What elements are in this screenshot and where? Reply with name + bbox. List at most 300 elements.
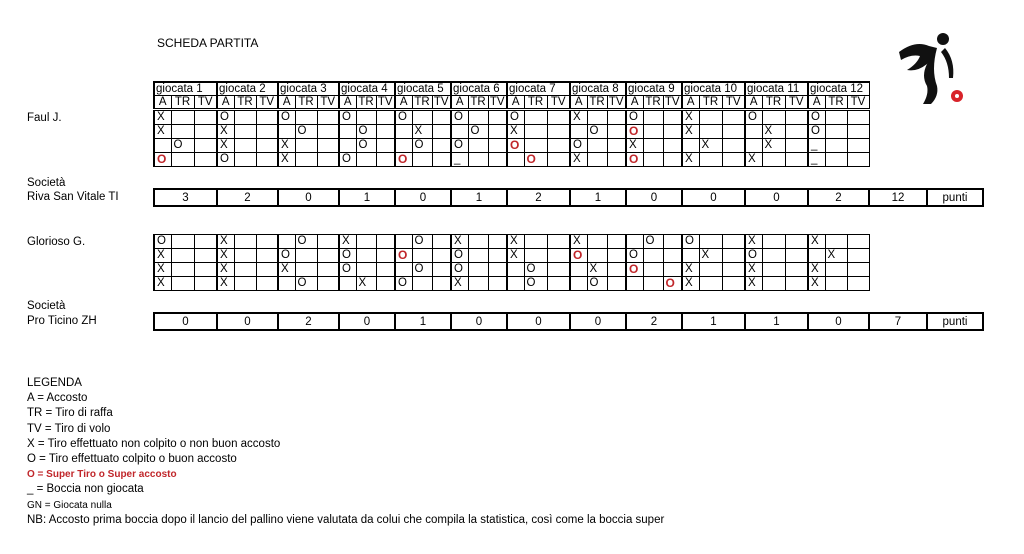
giocata-score: 1 xyxy=(395,313,451,330)
table-cell xyxy=(663,249,682,263)
giocata-header: giocata 1 xyxy=(154,82,217,96)
table-cell xyxy=(234,263,256,277)
table-cell xyxy=(785,249,808,263)
table-cell xyxy=(412,249,432,263)
table-row xyxy=(154,125,869,139)
table-cell xyxy=(587,139,607,153)
table-cell xyxy=(699,153,722,167)
table-cell: O xyxy=(524,277,547,291)
table-cell xyxy=(745,139,762,153)
table-cell xyxy=(451,125,468,139)
table-cell: X xyxy=(825,249,847,263)
table-cell xyxy=(171,153,194,167)
table-cell xyxy=(699,263,722,277)
table-cell xyxy=(234,249,256,263)
giocata-score: 1 xyxy=(682,313,745,330)
table-cell xyxy=(682,249,699,263)
table-cell: O xyxy=(295,125,317,139)
table-cell xyxy=(376,111,395,125)
table-cell xyxy=(317,263,339,277)
sub-header-a: A xyxy=(339,96,356,109)
table-cell xyxy=(256,249,278,263)
table-cell xyxy=(317,153,339,167)
table-cell xyxy=(256,263,278,277)
table-cell xyxy=(547,111,570,125)
table-cell xyxy=(507,263,524,277)
giocata-header: giocata 12 xyxy=(808,82,869,96)
table-cell: O xyxy=(682,235,699,249)
giocata-score: 0 xyxy=(808,313,869,330)
table-cell xyxy=(847,153,869,167)
giocata-score: 0 xyxy=(507,313,570,330)
table-cell: X xyxy=(682,277,699,291)
table-cell xyxy=(643,249,663,263)
table-cell: X xyxy=(154,249,171,263)
table-cell xyxy=(488,111,507,125)
table-cell xyxy=(234,125,256,139)
table-cell: O xyxy=(339,263,356,277)
total-score: 7 xyxy=(869,313,927,330)
table-cell xyxy=(356,263,376,277)
giocata-score: 0 xyxy=(570,313,626,330)
giocata-header: giocata 7 xyxy=(507,82,570,96)
legend-line: TV = Tiro di volo xyxy=(27,422,111,435)
table-cell xyxy=(524,125,547,139)
table-cell: X xyxy=(745,235,762,249)
table-cell xyxy=(234,139,256,153)
table-cell: O xyxy=(451,139,468,153)
table-cell xyxy=(194,235,217,249)
table-cell xyxy=(468,249,488,263)
sub-header-tv: TV xyxy=(663,96,682,109)
sub-header-tr: TR xyxy=(295,96,317,109)
table-cell xyxy=(432,125,451,139)
table-cell xyxy=(722,249,745,263)
table-cell: _ xyxy=(808,139,825,153)
table-cell xyxy=(847,235,869,249)
sub-header-tr: TR xyxy=(699,96,722,109)
table-cell xyxy=(356,153,376,167)
table-row xyxy=(154,249,869,263)
table-cell xyxy=(643,277,663,291)
table-cell: O xyxy=(745,249,762,263)
giocata-header: giocata 10 xyxy=(682,82,745,96)
table-cell xyxy=(785,263,808,277)
table-cell xyxy=(432,235,451,249)
sub-header-a: A xyxy=(395,96,412,109)
table-cell: X xyxy=(217,249,234,263)
table-cell xyxy=(488,277,507,291)
table-cell xyxy=(171,263,194,277)
legend xyxy=(27,376,664,528)
table-cell xyxy=(488,249,507,263)
table-cell: X xyxy=(745,153,762,167)
societa-label: Società xyxy=(27,177,66,189)
table-cell xyxy=(317,139,339,153)
giocata-score: 0 xyxy=(339,313,395,330)
table-cell: X xyxy=(507,125,524,139)
table-cell: O xyxy=(171,139,194,153)
table-cell xyxy=(847,125,869,139)
bocce-player-logo xyxy=(893,30,973,110)
giocata-score: 3 xyxy=(154,189,217,206)
table-cell xyxy=(722,125,745,139)
table-cell xyxy=(663,235,682,249)
table-row xyxy=(154,153,869,167)
table-cell: O xyxy=(570,139,587,153)
giocata-score: 2 xyxy=(808,189,869,206)
table-cell xyxy=(699,111,722,125)
table-cell xyxy=(468,111,488,125)
sub-header-tr: TR xyxy=(825,96,847,109)
table-cell xyxy=(194,263,217,277)
sub-header-tv: TV xyxy=(317,96,339,109)
table-cell xyxy=(762,263,785,277)
table-cell xyxy=(547,153,570,167)
table-cell xyxy=(825,263,847,277)
points-label: punti xyxy=(927,189,983,206)
giocata-header: giocata 11 xyxy=(745,82,808,96)
table-cell: X xyxy=(339,235,356,249)
giocata-score: 1 xyxy=(745,313,808,330)
table-cell xyxy=(194,249,217,263)
table-cell: X xyxy=(699,249,722,263)
table-row xyxy=(154,139,869,153)
legend-line: X = Tiro effettuato non colpito o non buon accosto xyxy=(27,437,281,450)
table-cell xyxy=(745,125,762,139)
giocata-score: 0 xyxy=(395,189,451,206)
table-cell xyxy=(468,235,488,249)
table-cell xyxy=(722,277,745,291)
sub-header-tr: TR xyxy=(356,96,376,109)
points-row-player-1 xyxy=(153,188,984,207)
table-cell: X xyxy=(217,235,234,249)
table-cell: O xyxy=(278,111,295,125)
table-cell xyxy=(432,111,451,125)
giocata-score: 1 xyxy=(570,189,626,206)
table-cell: X xyxy=(626,139,643,153)
table-cell xyxy=(376,263,395,277)
table-cell: O xyxy=(745,111,762,125)
table-cell xyxy=(432,277,451,291)
table-cell: X xyxy=(507,249,524,263)
table-cell: _ xyxy=(808,153,825,167)
table-cell: O xyxy=(412,235,432,249)
table-cell xyxy=(171,125,194,139)
table-cell xyxy=(256,111,278,125)
table-cell: X xyxy=(451,277,468,291)
giocata-score: 0 xyxy=(154,313,217,330)
table-cell: X xyxy=(808,263,825,277)
table-cell xyxy=(488,235,507,249)
table-cell xyxy=(234,111,256,125)
giocata-score: 2 xyxy=(507,189,570,206)
sub-header-tr: TR xyxy=(762,96,785,109)
table-cell xyxy=(663,139,682,153)
score-grid-player-2 xyxy=(153,234,870,291)
table-cell xyxy=(762,249,785,263)
table-cell: X xyxy=(808,235,825,249)
table-cell: O xyxy=(412,263,432,277)
societa-label: Società xyxy=(27,300,66,312)
super-mark: O xyxy=(626,125,643,139)
table-cell xyxy=(762,277,785,291)
sub-header-tr: TR xyxy=(643,96,663,109)
table-row xyxy=(154,235,869,249)
legend-line: TR = Tiro di raffa xyxy=(27,407,113,420)
table-cell xyxy=(607,263,626,277)
table-cell xyxy=(587,111,607,125)
sub-header-tv: TV xyxy=(432,96,451,109)
giocata-header: giocata 6 xyxy=(451,82,507,96)
table-cell xyxy=(547,139,570,153)
table-cell xyxy=(194,125,217,139)
table-cell: X xyxy=(682,153,699,167)
table-cell xyxy=(847,277,869,291)
table-cell xyxy=(547,277,570,291)
table-cell: O xyxy=(451,263,468,277)
table-cell: _ xyxy=(451,153,468,167)
page-title: SCHEDA PARTITA xyxy=(157,36,259,50)
table-cell: O xyxy=(295,277,317,291)
table-cell xyxy=(587,153,607,167)
table-cell xyxy=(468,277,488,291)
table-cell xyxy=(785,277,808,291)
giocata-header: giocata 8 xyxy=(570,82,626,96)
table-cell xyxy=(699,235,722,249)
table-cell: X xyxy=(762,139,785,153)
table-cell xyxy=(488,139,507,153)
table-cell xyxy=(488,125,507,139)
table-cell xyxy=(825,153,847,167)
table-cell: O xyxy=(468,125,488,139)
legend-gn: GN = Giocata nulla xyxy=(27,499,112,511)
table-cell xyxy=(278,235,295,249)
table-cell: O xyxy=(395,111,412,125)
giocata-score: 2 xyxy=(626,313,682,330)
table-cell xyxy=(699,125,722,139)
giocata-score: 0 xyxy=(451,313,507,330)
table-cell xyxy=(256,153,278,167)
table-cell xyxy=(376,153,395,167)
table-cell xyxy=(356,111,376,125)
table-cell xyxy=(256,139,278,153)
table-cell xyxy=(587,249,607,263)
table-cell xyxy=(762,235,785,249)
table-cell xyxy=(607,153,626,167)
table-cell: X xyxy=(217,263,234,277)
table-cell xyxy=(587,235,607,249)
table-cell xyxy=(825,125,847,139)
table-cell xyxy=(547,249,570,263)
giocata-score: 0 xyxy=(217,313,278,330)
giocata-header: giocata 4 xyxy=(339,82,395,96)
table-cell xyxy=(722,139,745,153)
table-cell xyxy=(234,153,256,167)
table-cell xyxy=(295,263,317,277)
table-cell xyxy=(607,249,626,263)
table-cell xyxy=(524,249,547,263)
table-cell xyxy=(663,153,682,167)
table-cell xyxy=(524,111,547,125)
table-row xyxy=(154,263,869,277)
sub-header-tr: TR xyxy=(412,96,432,109)
legend-heading: LEGENDA xyxy=(27,377,82,389)
table-cell xyxy=(607,111,626,125)
table-cell xyxy=(570,277,587,291)
table-cell xyxy=(171,111,194,125)
table-cell xyxy=(376,249,395,263)
table-cell xyxy=(626,277,643,291)
giocata-score: 0 xyxy=(745,189,808,206)
table-cell xyxy=(607,235,626,249)
table-cell xyxy=(317,249,339,263)
table-cell: O xyxy=(356,139,376,153)
giocata-score: 2 xyxy=(278,313,339,330)
table-cell xyxy=(234,277,256,291)
table-cell xyxy=(412,277,432,291)
table-cell: X xyxy=(278,139,295,153)
table-cell xyxy=(488,153,507,167)
table-cell: O xyxy=(217,153,234,167)
table-cell xyxy=(547,235,570,249)
table-cell xyxy=(412,111,432,125)
player-name: Faul J. xyxy=(27,112,62,124)
table-cell xyxy=(412,153,432,167)
sub-header-tr: TR xyxy=(587,96,607,109)
super-mark: O xyxy=(395,249,412,263)
sub-header-a: A xyxy=(808,96,825,109)
table-cell xyxy=(295,139,317,153)
table-cell xyxy=(295,111,317,125)
super-mark: O xyxy=(663,277,682,291)
table-cell xyxy=(234,235,256,249)
table-cell xyxy=(643,125,663,139)
table-cell xyxy=(432,249,451,263)
sub-header-a: A xyxy=(278,96,295,109)
table-cell xyxy=(432,153,451,167)
table-cell xyxy=(194,277,217,291)
table-cell: X xyxy=(451,235,468,249)
table-cell: X xyxy=(682,263,699,277)
table-cell: X xyxy=(154,263,171,277)
table-cell: O xyxy=(217,111,234,125)
table-cell: X xyxy=(682,111,699,125)
table-cell xyxy=(317,111,339,125)
sub-header-tr: TR xyxy=(171,96,194,109)
legend-line: A = Accosto xyxy=(27,392,88,405)
table-cell xyxy=(847,249,869,263)
table-cell xyxy=(643,139,663,153)
sub-header-tv: TV xyxy=(488,96,507,109)
sub-header-a: A xyxy=(507,96,524,109)
table-cell: X xyxy=(570,153,587,167)
table-cell: X xyxy=(217,277,234,291)
sub-header-tv: TV xyxy=(785,96,808,109)
sub-header-a: A xyxy=(626,96,643,109)
table-cell xyxy=(825,139,847,153)
table-cell xyxy=(762,153,785,167)
giocata-score: 0 xyxy=(682,189,745,206)
table-cell xyxy=(785,125,808,139)
table-cell: X xyxy=(699,139,722,153)
sub-header-tv: TV xyxy=(847,96,869,109)
legend-boccia: _ = Boccia non giocata xyxy=(27,483,144,496)
giocata-header: giocata 9 xyxy=(626,82,682,96)
table-cell xyxy=(722,263,745,277)
table-cell xyxy=(339,139,356,153)
table-cell xyxy=(154,139,171,153)
table-cell xyxy=(547,263,570,277)
table-cell: O xyxy=(339,249,356,263)
table-cell xyxy=(468,139,488,153)
table-cell: X xyxy=(412,125,432,139)
table-cell xyxy=(171,277,194,291)
player-name: Glorioso G. xyxy=(27,236,86,248)
table-cell: O xyxy=(524,263,547,277)
table-cell xyxy=(570,263,587,277)
table-cell: O xyxy=(626,249,643,263)
table-cell xyxy=(432,263,451,277)
table-cell xyxy=(468,153,488,167)
table-cell: X xyxy=(154,125,171,139)
table-cell xyxy=(847,139,869,153)
table-cell: X xyxy=(154,111,171,125)
club-name: Pro Ticino ZH xyxy=(27,315,97,327)
table-cell xyxy=(395,139,412,153)
table-cell xyxy=(643,153,663,167)
table-cell: O xyxy=(278,249,295,263)
table-cell: O xyxy=(808,111,825,125)
giocata-score: 1 xyxy=(339,189,395,206)
table-cell xyxy=(339,277,356,291)
table-cell xyxy=(356,235,376,249)
sub-header-tv: TV xyxy=(256,96,278,109)
table-cell xyxy=(785,153,808,167)
super-mark: O xyxy=(626,263,643,277)
table-cell: X xyxy=(745,263,762,277)
sub-header-a: A xyxy=(682,96,699,109)
table-cell xyxy=(317,125,339,139)
table-cell xyxy=(663,263,682,277)
table-cell: O xyxy=(295,235,317,249)
table-cell: X xyxy=(762,125,785,139)
table-cell: X xyxy=(507,235,524,249)
sub-header-tv: TV xyxy=(607,96,626,109)
table-cell xyxy=(376,125,395,139)
table-cell: O xyxy=(154,235,171,249)
table-cell: O xyxy=(356,125,376,139)
sub-header-a: A xyxy=(154,96,171,109)
table-cell xyxy=(432,139,451,153)
giocata-header: giocata 3 xyxy=(278,82,339,96)
table-cell xyxy=(607,125,626,139)
table-cell xyxy=(356,249,376,263)
sub-header-tv: TV xyxy=(194,96,217,109)
table-row xyxy=(154,277,869,291)
table-cell: O xyxy=(451,111,468,125)
table-cell: X xyxy=(682,125,699,139)
table-cell: O xyxy=(643,235,663,249)
giocata-score: 2 xyxy=(217,189,278,206)
table-cell xyxy=(547,125,570,139)
table-cell: X xyxy=(356,277,376,291)
sub-header-a: A xyxy=(745,96,762,109)
super-mark: O xyxy=(524,153,547,167)
total-score: 12 xyxy=(869,189,927,206)
table-cell: X xyxy=(570,111,587,125)
sub-header-tv: TV xyxy=(547,96,570,109)
